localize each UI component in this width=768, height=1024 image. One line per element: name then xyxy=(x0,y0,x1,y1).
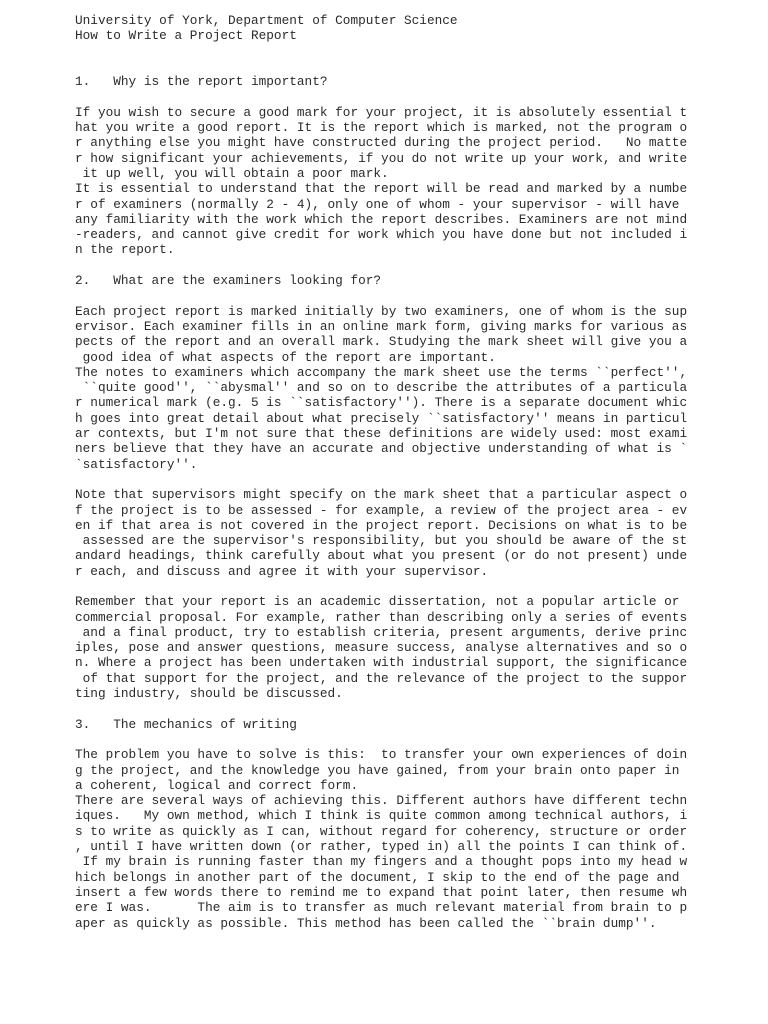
body-text-line: If you wish to secure a good mark for your project, it is absolutely essential t xyxy=(75,104,688,120)
body-text-line: iples, pose and answer questions, measure success, analyse alternatives and so o xyxy=(75,640,688,656)
body-text-line: , until I have written down (or rather, typed in) all the points I can think of. xyxy=(75,839,688,855)
body-text-line: r each, and discuss and agree it with your supervisor. xyxy=(75,563,489,579)
blank-line xyxy=(75,258,765,273)
body-text-line: r of examiners (normally 2 - 4), only one of whom - your supervisor - will have xyxy=(75,196,680,212)
body-text-line: r anything else you might have constructed during the project period. No matte xyxy=(75,135,688,151)
body-text-line: n. Where a project has been undertaken with industrial support, the significance xyxy=(75,655,688,671)
body-text-line: andard headings, think carefully about what you present (or do not present) unde xyxy=(75,548,688,564)
body-text-line: hich belongs in another part of the document, I skip to the end of the page and xyxy=(75,869,680,885)
blank-line xyxy=(75,472,765,487)
body-text-line: Each project report is marked initially by two examiners, one of whom is the sup xyxy=(75,303,688,319)
body-text-line: aper as quickly as possible. This method has been called the ``brain dump''. xyxy=(75,915,657,931)
document-title: How to Write a Project Report xyxy=(75,28,297,44)
body-text-line: ``quite good'', ``abysmal'' and so on to describe the attributes of a particula xyxy=(75,380,688,396)
blank-line xyxy=(75,59,765,74)
body-text-line: any familiarity with the work which the report describes. Examiners are not mind xyxy=(75,211,688,227)
body-text-line: insert a few words there to remind me to expand that point later, then resume wh xyxy=(75,884,688,900)
body-text-line: ners believe that they have an accurate and objective understanding of what is ` xyxy=(75,441,688,457)
body-text-line: it up well, you will obtain a poor mark. xyxy=(75,165,389,181)
body-text-line: hat you write a good report. It is the report which is marked, not the program o xyxy=(75,120,688,136)
body-text-line: There are several ways of achieving this. Different authors have different techn xyxy=(75,793,688,809)
body-text-line: -readers, and cannot give credit for work which you have done but not included i xyxy=(75,227,688,243)
blank-line xyxy=(75,89,765,104)
blank-line xyxy=(75,579,765,594)
body-text-line: a coherent, logical and correct form. xyxy=(75,777,359,793)
body-text-line: r how significant your achievements, if you do not write up your work, and write xyxy=(75,150,688,166)
body-text-line: If my brain is running faster than my fingers and a thought pops into my head w xyxy=(75,854,688,870)
body-text-line: ar contexts, but I'm not sure that these definitions are widely used: most exami xyxy=(75,426,688,442)
document xyxy=(75,13,765,931)
body-text-line: It is essential to understand that the report will be read and marked by a numbe xyxy=(75,181,688,197)
header-institution: University of York, Department of Computer Science xyxy=(75,13,458,28)
blank-line xyxy=(75,732,765,747)
body-text-line: The problem you have to solve is this: to transfer your own experiences of doin xyxy=(75,747,688,763)
body-text-line: h goes into great detail about what precisely ``satisfactory'' means in particul xyxy=(75,410,688,426)
body-text-line: `satisfactory''. xyxy=(75,456,198,472)
body-text-line: ting industry, should be discussed. xyxy=(75,686,343,702)
body-text-line: and a final product, try to establish criteria, present arguments, derive princ xyxy=(75,624,688,640)
body-text-line: Note that supervisors might specify on the mark sheet that a particular aspect o xyxy=(75,487,688,503)
body-text-line: iques. My own method, which I think is quite common among technical authors, i xyxy=(75,808,688,824)
body-text-line: en if that area is not covered in the project report. Decisions on what is to be xyxy=(75,517,688,533)
body-text-line: f the project is to be assessed - for example, a review of the project area - ev xyxy=(75,502,688,518)
section-heading: 3. The mechanics of writing xyxy=(75,716,297,732)
body-text-line: pects of the report and an overall mark. Studying the mark sheet will give you a xyxy=(75,334,688,350)
body-text-line: of that support for the project, and the relevance of the project to the suppor xyxy=(75,670,688,686)
blank-line xyxy=(75,701,765,716)
body-text-line: ere I was. The aim is to transfer as much relevant material from brain to p xyxy=(75,900,688,916)
blank-line xyxy=(75,288,765,303)
body-text-line: n the report. xyxy=(75,242,175,258)
section-heading: 2. What are the examiners looking for? xyxy=(75,273,382,289)
body-text-line: s to write as quickly as I can, without regard for coherency, structure or order xyxy=(75,823,688,839)
body-text-line: ervisor. Each examiner fills in an online mark form, giving marks for various as xyxy=(75,318,688,334)
body-text-line: Remember that your report is an academic dissertation, not a popular article or xyxy=(75,594,680,610)
body-text-line: r numerical mark (e.g. 5 is ``satisfactory''). There is a separate document whic xyxy=(75,395,688,411)
body-text-line: commercial proposal. For example, rather than describing only a series of events xyxy=(75,609,688,625)
body-text-line: The notes to examiners which accompany the mark sheet use the terms ``perfect'', xyxy=(75,364,688,380)
body-text-line: good idea of what aspects of the report are important. xyxy=(75,349,496,365)
blank-line xyxy=(75,44,765,59)
body-text-line: assessed are the supervisor's responsibility, but you should be aware of the st xyxy=(75,533,688,549)
body-text-line: g the project, and the knowledge you have gained, from your brain onto paper in xyxy=(75,762,680,778)
section-heading: 1. Why is the report important? xyxy=(75,74,328,90)
